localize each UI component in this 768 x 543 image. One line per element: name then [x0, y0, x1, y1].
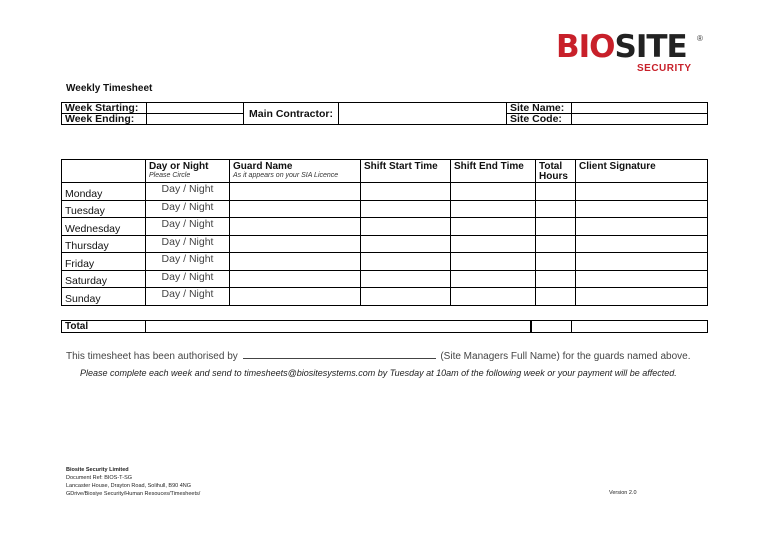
guard-name-cell[interactable]: [230, 183, 361, 201]
sia-note: As it appears on your SIA Licence: [233, 172, 339, 179]
auth-suffix: (Site Managers Full Name) for the guards named above.: [440, 351, 691, 362]
biosite-logo: [556, 30, 706, 76]
site-name-label: Site Name:: [507, 103, 572, 114]
logo-registered: ®: [697, 34, 703, 43]
table-row: [62, 270, 708, 288]
total-signature[interactable]: [572, 321, 708, 333]
day-or-night-heading: Day or Night: [149, 161, 209, 172]
please-circle-note: Please Circle: [149, 172, 191, 179]
day-night-option[interactable]: Day / Night: [146, 253, 230, 271]
day-night-option[interactable]: Day / Night: [146, 200, 230, 218]
submission-note: Please complete each week and send to timesheets@biositesystems.com by Tuesday at 10am of the following week or your payment will be affected.: [80, 368, 677, 378]
footer-address: Lancaster House, Drayton Road, Solihull, B90 4NG: [66, 483, 192, 489]
total-hours-cell[interactable]: [536, 270, 576, 288]
shift-end-cell[interactable]: [451, 183, 536, 201]
week-starting-field[interactable]: [147, 103, 244, 114]
client-signature-cell[interactable]: [576, 218, 708, 236]
day-label: Saturday: [62, 270, 146, 288]
total-hours-sum[interactable]: [531, 321, 572, 333]
guard-name-cell[interactable]: [230, 218, 361, 236]
guard-name-cell[interactable]: [230, 200, 361, 218]
authorisation-line: [66, 349, 690, 362]
footer-path: GDrive/Biosiye Security/Human Resouces/Timesheets/: [66, 491, 201, 497]
shift-end-cell[interactable]: [451, 235, 536, 253]
guard-name-cell[interactable]: [230, 288, 361, 306]
client-signature-cell[interactable]: [576, 270, 708, 288]
day-label: Tuesday: [62, 200, 146, 218]
site-name-field[interactable]: [572, 103, 708, 114]
shift-end-cell[interactable]: [451, 288, 536, 306]
shift-end-cell[interactable]: [451, 200, 536, 218]
header-total-hours: [536, 160, 576, 183]
total-hours-cell[interactable]: [536, 253, 576, 271]
table-row: [62, 183, 708, 201]
shift-start-cell[interactable]: [361, 200, 451, 218]
header-day-or-night: [146, 160, 230, 183]
info-table: [61, 102, 708, 125]
client-signature-cell[interactable]: [576, 288, 708, 306]
footer: [66, 466, 200, 498]
header-client-signature: [576, 160, 708, 183]
day-label: Friday: [62, 253, 146, 271]
client-signature-cell[interactable]: [576, 235, 708, 253]
shift-end-heading: Shift End Time: [454, 161, 524, 172]
shift-start-cell[interactable]: [361, 183, 451, 201]
total-label: Total: [62, 321, 146, 333]
day-night-option[interactable]: Day / Night: [146, 288, 230, 306]
guard-name-cell[interactable]: [230, 235, 361, 253]
day-label: Wednesday: [62, 218, 146, 236]
site-manager-name-field[interactable]: [243, 349, 436, 359]
shift-end-cell[interactable]: [451, 270, 536, 288]
week-starting-label: Week Starting:: [62, 103, 147, 114]
logo-wordmark: [556, 30, 687, 64]
footer-company: Biosite Security Limited: [66, 467, 129, 473]
main-contractor-field[interactable]: [339, 103, 507, 125]
total-hours-cell[interactable]: [536, 183, 576, 201]
shift-start-cell[interactable]: [361, 218, 451, 236]
table-row: [62, 200, 708, 218]
header-shift-start: [361, 160, 451, 183]
day-night-option[interactable]: Day / Night: [146, 270, 230, 288]
main-contractor-label: Main Contractor:: [244, 103, 339, 125]
header-guard-name: [230, 160, 361, 183]
day-night-option[interactable]: Day / Night: [146, 183, 230, 201]
shift-start-cell[interactable]: [361, 288, 451, 306]
total-table: [61, 320, 708, 333]
logo-site: SITE: [614, 29, 687, 65]
table-row: [62, 235, 708, 253]
table-row: [62, 288, 708, 306]
shift-start-heading: Shift Start Time: [364, 161, 438, 172]
total-hours-cell[interactable]: [536, 218, 576, 236]
shift-end-cell[interactable]: [451, 218, 536, 236]
day-label: Sunday: [62, 288, 146, 306]
client-signature-cell[interactable]: [576, 200, 708, 218]
page-title: Weekly Timesheet: [66, 83, 153, 94]
week-ending-field[interactable]: [147, 114, 244, 125]
shift-end-cell[interactable]: [451, 253, 536, 271]
table-row: [62, 218, 708, 236]
auth-prefix: This timesheet has been authorised by: [66, 351, 238, 362]
site-code-field[interactable]: [572, 114, 708, 125]
week-ending-label: Week Ending:: [62, 114, 147, 125]
client-signature-cell[interactable]: [576, 183, 708, 201]
total-hours-cell[interactable]: [536, 200, 576, 218]
guard-name-cell[interactable]: [230, 270, 361, 288]
total-heading: Total: [539, 161, 563, 172]
timesheet-grid: [61, 159, 708, 306]
total-blank: [146, 321, 532, 333]
shift-start-cell[interactable]: [361, 253, 451, 271]
footer-doc-ref: Document Ref: BIOS-T-SG: [66, 475, 133, 481]
total-hours-cell[interactable]: [536, 288, 576, 306]
total-hours-cell[interactable]: [536, 235, 576, 253]
guard-name-cell[interactable]: [230, 253, 361, 271]
day-night-option[interactable]: Day / Night: [146, 218, 230, 236]
header-day-blank: [62, 160, 146, 183]
guard-name-heading: Guard Name: [233, 161, 293, 172]
client-signature-heading: Client Signature: [579, 161, 656, 172]
logo-bio: BIO: [556, 29, 615, 65]
header-shift-end: [451, 160, 536, 183]
shift-start-cell[interactable]: [361, 235, 451, 253]
version-label: Version 2.0: [609, 490, 637, 496]
shift-start-cell[interactable]: [361, 270, 451, 288]
client-signature-cell[interactable]: [576, 253, 708, 271]
day-label: Thursday: [62, 235, 146, 253]
site-code-label: Site Code:: [507, 114, 572, 125]
day-night-option[interactable]: Day / Night: [146, 235, 230, 253]
logo-security: SECURITY: [637, 63, 692, 74]
table-row: [62, 253, 708, 271]
day-label: Monday: [62, 183, 146, 201]
hours-heading: Hours: [539, 171, 568, 182]
